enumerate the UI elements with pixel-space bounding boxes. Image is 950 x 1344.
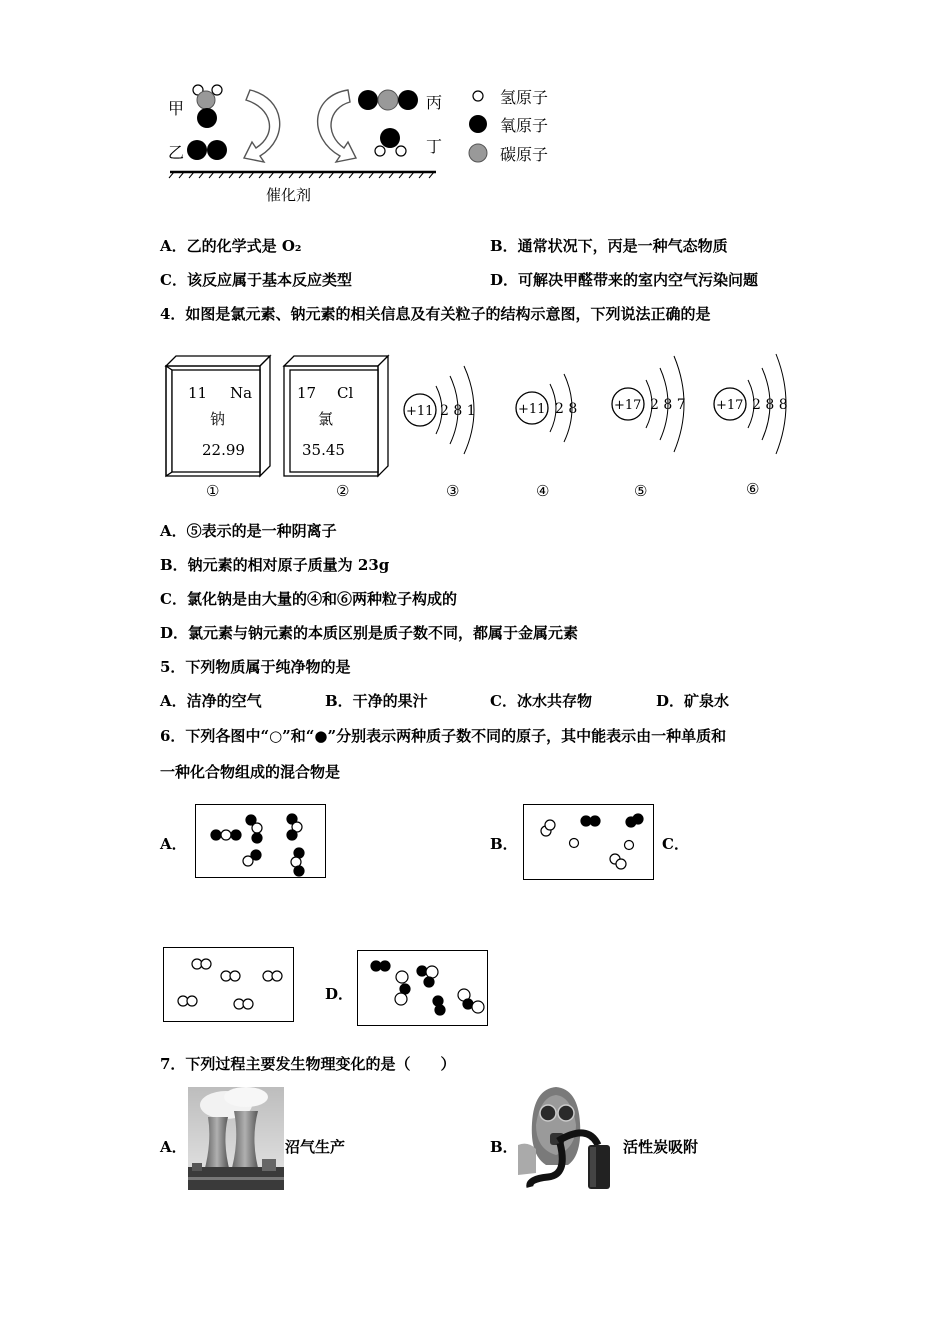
q6-box-b[interactable] bbox=[523, 804, 654, 880]
na-name: 钠 bbox=[210, 410, 226, 428]
catalyst-surface bbox=[169, 172, 436, 178]
label-ding: 丁 bbox=[426, 137, 443, 156]
q5-option-b[interactable]: B．干净的果汁 bbox=[325, 692, 428, 710]
q7-label-a[interactable]: A． bbox=[160, 1138, 187, 1156]
reaction-diagram bbox=[160, 78, 580, 208]
gas-mask-photo bbox=[518, 1083, 622, 1191]
q6-box-a[interactable] bbox=[195, 804, 326, 878]
q4-option-a[interactable]: A．⑤表示的是一种阴离子 bbox=[160, 522, 337, 540]
shells-6: 2 8 8 bbox=[752, 397, 788, 413]
element-cards-and-structures bbox=[160, 348, 810, 508]
q7-caption-a: 沼气生产 bbox=[285, 1138, 346, 1156]
na-number: 11 bbox=[188, 384, 208, 402]
structure-na-ion bbox=[516, 374, 577, 500]
reaction-arrows bbox=[244, 90, 356, 162]
q4-option-d[interactable]: D．氯元素与钠元素的本质区别是质子数不同，都属于金属元素 bbox=[160, 624, 579, 642]
q3-option-b[interactable]: B．通常状况下，丙是一种气态物质 bbox=[490, 237, 728, 255]
q4-option-c[interactable]: C．氯化钠是由大量的④和⑥两种粒子构成的 bbox=[160, 590, 457, 608]
q6-stem-line1: 6．下列各图中“○”和“●”分别表示两种质子数不同的原子，其中能表示由一种单质和 bbox=[160, 727, 727, 745]
q6-label-c[interactable]: C． bbox=[662, 835, 689, 853]
q5-option-c[interactable]: C．冰水共存物 bbox=[490, 692, 592, 710]
shells-4: 2 8 bbox=[555, 401, 578, 417]
q6-label-a[interactable]: A． bbox=[160, 835, 187, 853]
molecule-yi bbox=[187, 140, 227, 160]
cooling-towers-photo bbox=[188, 1087, 284, 1190]
q6-box-c[interactable] bbox=[163, 947, 294, 1022]
q6-label-d[interactable]: D． bbox=[325, 985, 354, 1003]
cl-number: 17 bbox=[297, 384, 317, 402]
nucleus-3: +11 bbox=[406, 404, 434, 419]
q7-stem: 7．下列过程主要发生物理变化的是（ ） bbox=[160, 1055, 456, 1073]
label-2: ② bbox=[336, 482, 350, 500]
q7-label-b[interactable]: B． bbox=[490, 1138, 518, 1156]
catalyst-label: 催化剂 bbox=[266, 186, 312, 204]
na-symbol: Na bbox=[230, 384, 253, 402]
q5-stem: 5．下列物质属于纯净物的是 bbox=[160, 658, 351, 676]
legend-symbols bbox=[469, 91, 487, 162]
structure-cl-ion bbox=[714, 354, 788, 498]
molecule-ding bbox=[375, 128, 406, 156]
q3-option-d[interactable]: D．可解决甲醛带来的室内空气污染问题 bbox=[490, 271, 759, 289]
legend-hydrogen: 氢原子 bbox=[500, 88, 549, 107]
q6-stem-line2: 一种化合物组成的混合物是 bbox=[160, 763, 341, 781]
label-5: ⑤ bbox=[634, 482, 648, 500]
q5-option-d[interactable]: D．矿泉水 bbox=[656, 692, 730, 710]
q4-option-b[interactable]: B．钠元素的相对原子质量为 23g bbox=[160, 556, 390, 574]
label-4: ④ bbox=[536, 482, 550, 500]
cl-symbol: Cl bbox=[337, 384, 354, 402]
q7-caption-b: 活性炭吸附 bbox=[623, 1138, 699, 1156]
na-mass: 22.99 bbox=[202, 441, 245, 459]
nucleus-6: +17 bbox=[716, 398, 744, 413]
structure-na-atom bbox=[404, 366, 476, 500]
structure-cl-atom bbox=[612, 356, 686, 500]
q5-option-a[interactable]: A．洁净的空气 bbox=[160, 692, 262, 710]
legend-oxygen: 氧原子 bbox=[500, 116, 549, 135]
q6-label-b[interactable]: B． bbox=[490, 835, 518, 853]
shells-5: 2 8 7 bbox=[650, 397, 686, 413]
cl-name: 氯 bbox=[318, 410, 334, 428]
label-3: ③ bbox=[446, 482, 460, 500]
q6-box-d[interactable] bbox=[357, 950, 488, 1026]
shells-3: 2 8 1 bbox=[440, 403, 476, 419]
label-jia: 甲 bbox=[168, 99, 185, 118]
legend-carbon: 碳原子 bbox=[500, 145, 549, 164]
label-6: ⑥ bbox=[746, 480, 760, 498]
q3-option-c[interactable]: C．该反应属于基本反应类型 bbox=[160, 271, 352, 289]
nucleus-4: +11 bbox=[518, 402, 546, 417]
cl-mass: 35.45 bbox=[302, 441, 345, 459]
molecule-jia bbox=[193, 85, 222, 128]
nucleus-5: +17 bbox=[614, 398, 642, 413]
q3-option-a[interactable]: A．乙的化学式是 O₂ bbox=[160, 237, 302, 255]
molecule-bing bbox=[358, 90, 418, 110]
label-bing: 丙 bbox=[426, 93, 443, 112]
q4-stem: 4．如图是氯元素、钠元素的相关信息及有关粒子的结构示意图，下列说法正确的是 bbox=[160, 305, 711, 323]
label-yi: 乙 bbox=[168, 143, 185, 162]
label-1: ① bbox=[206, 482, 220, 500]
